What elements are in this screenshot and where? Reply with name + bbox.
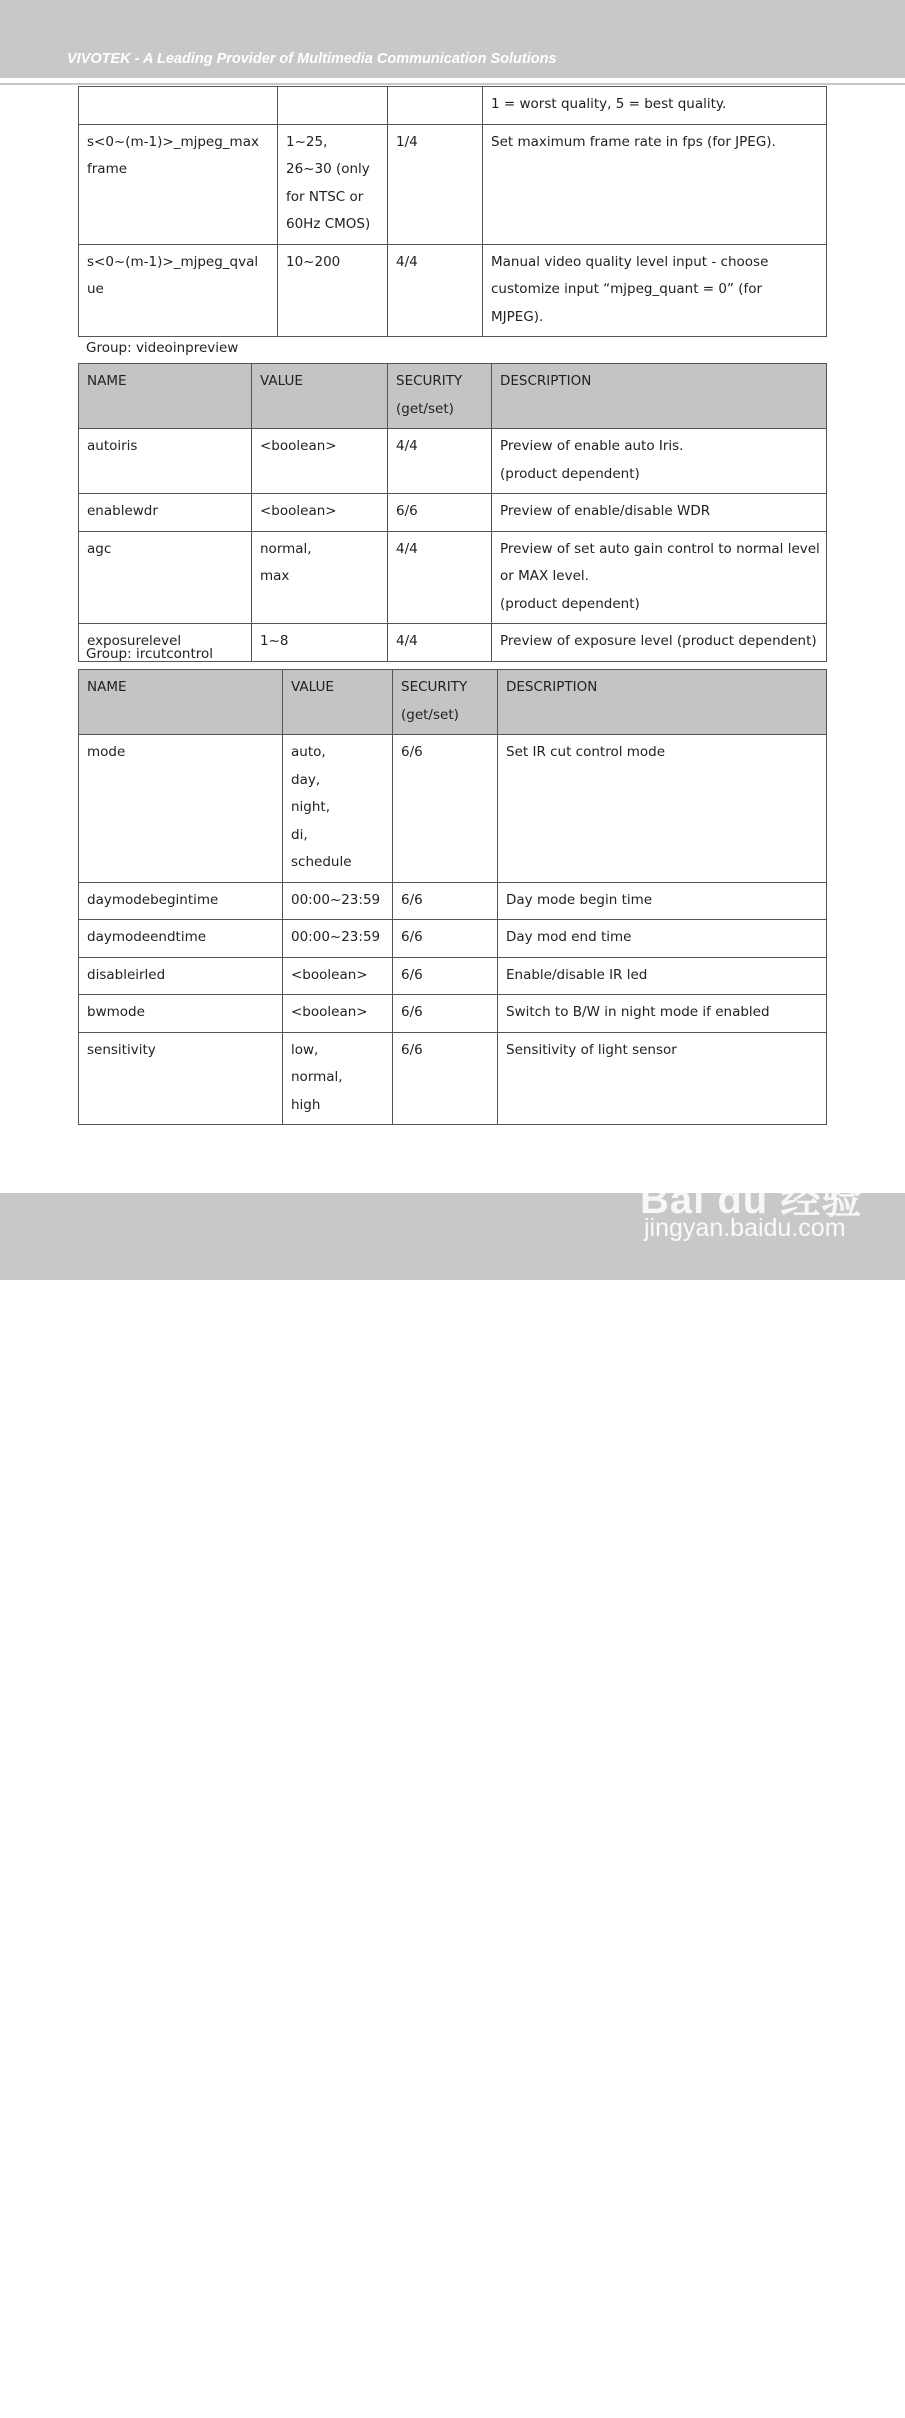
cell-description [492,494,827,532]
name-line: disableirled [87,966,166,983]
description-line: or MAX level. [500,568,589,584]
cell-security [393,920,498,958]
cell-security [388,429,492,494]
cell-description [498,957,827,995]
cell-name [79,124,278,244]
description-line: 1 = worst quality, 5 = best quality. [491,96,727,112]
name-line: enablewdr [87,503,158,519]
table-row [79,429,827,494]
security-line: 6/6 [396,503,418,519]
value-line: 1~8 [260,633,289,649]
cell-security [393,1032,498,1125]
cell-description [492,531,827,624]
header-name: NAME [79,670,283,735]
security-line: 6/6 [401,744,423,760]
videoinpreview-table-body [79,429,827,662]
value-line: normal, [260,540,312,557]
cell-description [498,1032,827,1125]
value-line: night, [291,799,331,815]
table-row [79,882,827,920]
table-row [79,735,827,883]
value-line: 00:00~23:59 [291,891,381,908]
cell-security [388,624,492,662]
description-line: Day mode begin time [506,891,653,908]
value-line: high [291,1096,321,1113]
header-description: DESCRIPTION [492,364,827,429]
cell-value [278,124,388,244]
header-security [393,670,498,735]
cell-description [492,624,827,662]
security-line: 4/4 [396,540,418,557]
cell-name [79,957,283,995]
table-row [79,124,827,244]
description-line: Enable/disable IR led [506,966,648,983]
description-line: Day mod end time [506,929,632,945]
description-line: Set maximum frame rate in fps (for JPEG). [491,133,776,150]
cell-value [252,429,388,494]
continued-table-body [79,87,827,337]
security-line: 6/6 [401,966,423,983]
baidu-watermark-logo: Bai du 经验 [640,1178,863,1222]
table-row [79,957,827,995]
value-line: 1~25, [286,133,328,150]
cell-name [79,735,283,883]
security-line: 1/4 [396,133,418,150]
cell-value [283,1032,393,1125]
name-line: s<0~(m-1)>_mjpeg_qval [87,253,259,270]
table-row [79,920,827,958]
cell-security [393,957,498,995]
cell-security [393,995,498,1033]
value-line: schedule [291,854,352,870]
table-row [79,1032,827,1125]
value-line: 10~200 [286,253,341,270]
cell-security [393,882,498,920]
cell-name [79,87,278,125]
cell-value [252,624,388,662]
name-line: s<0~(m-1)>_mjpeg_max [87,133,259,150]
description-line: Manual video quality level input - choose [491,253,769,270]
cell-name [79,494,252,532]
name-line: sensitivity [87,1041,156,1058]
footer-page-label: 108 - User's Manual [66,2403,182,2418]
ircutcontrol-table [78,669,827,1125]
table-row [79,494,827,532]
value-line: <boolean> [291,1004,368,1020]
value-line: 60Hz CMOS) [286,216,371,232]
value-line: <boolean> [291,966,368,983]
header-security-line: SECURITY [401,679,468,695]
name-line: exposurelevel [87,633,182,649]
security-line: 4/4 [396,438,418,454]
cell-value [283,882,393,920]
cell-description [483,87,827,125]
cell-security [393,735,498,883]
header-divider [0,83,905,85]
description-line: Switch to B/W in night mode if enabled [506,1004,770,1020]
cell-value [278,244,388,337]
name-line: frame [87,161,128,177]
security-line: 6/6 [401,1041,423,1058]
security-line: 6/6 [401,929,423,945]
header-security-line: (get/set) [401,706,459,723]
table-row [79,244,827,337]
cell-value [283,957,393,995]
security-line: 4/4 [396,253,418,270]
cell-value [278,87,388,125]
description-line: Preview of enable auto Iris. [500,438,684,454]
cell-name [79,244,278,337]
cell-value [252,531,388,624]
continued-parameter-table [78,86,827,337]
security-line: 6/6 [401,1004,423,1020]
name-line: agc [87,540,112,557]
description-line: Set IR cut control mode [506,744,666,760]
header-security-line: (get/set) [396,400,454,417]
cell-security [388,531,492,624]
security-line [396,91,475,119]
cell-security [388,124,483,244]
value-line: day, [291,771,321,788]
cell-security [388,87,483,125]
name-line: ue [87,281,104,297]
table-header-row [79,364,827,429]
cell-value [283,995,393,1033]
header-value: VALUE [283,670,393,735]
page-header [0,0,905,78]
name-line: mode [87,744,126,760]
cell-description [498,882,827,920]
cell-description [483,124,827,244]
table-row [79,87,827,125]
value-line: 26~30 (only [286,161,370,177]
description-line: Preview of set auto gain control to normal level [500,540,820,557]
cell-description [483,244,827,337]
description-line: customize input “mjpeg_quant = 0” (for [491,281,763,297]
group-label-ircutcontrol: Group: ircutcontrol [86,646,214,662]
ircutcontrol-table-body [79,735,827,1125]
description-line: MJPEG). [491,308,544,325]
name-line [87,91,270,119]
videoinpreview-table [78,363,827,662]
group-label-videoinpreview: Group: videoinpreview [86,340,239,356]
value-line: di, [291,826,308,843]
name-line: daymodebegintime [87,891,219,908]
header-value: VALUE [252,364,388,429]
value-line: <boolean> [260,438,337,454]
value-line: 00:00~23:59 [291,929,381,945]
header-security-line: SECURITY [396,373,463,389]
value-line: for NTSC or [286,188,364,205]
description-line: Sensitivity of light sensor [506,1041,677,1058]
cell-security [388,244,483,337]
description-line: Preview of exposure level (product dependent) [500,633,817,649]
cell-description [498,995,827,1033]
value-line: max [260,568,290,584]
cell-name [79,1032,283,1125]
cell-security [388,494,492,532]
header-security [388,364,492,429]
header-description: DESCRIPTION [498,670,827,735]
table-header-row [79,670,827,735]
cell-name [79,429,252,494]
cell-value [283,920,393,958]
name-line: bwmode [87,1004,145,1020]
value-line: low, [291,1041,319,1058]
table-row [79,531,827,624]
value-line: <boolean> [260,503,337,519]
header-title: VIVOTEK - A Leading Provider of Multimedia Communication Solutions [67,51,557,67]
cell-name [79,882,283,920]
table-row [79,995,827,1033]
name-line: autoiris [87,438,138,454]
security-line: 4/4 [396,633,418,649]
value-line: auto, [291,744,326,760]
cell-value [283,735,393,883]
name-line: daymodeendtime [87,929,207,945]
cell-name [79,995,283,1033]
value-line: normal, [291,1069,343,1085]
header-name: NAME [79,364,252,429]
cell-name [79,531,252,624]
description-line: Preview of enable/disable WDR [500,503,711,519]
cell-description [492,429,827,494]
description-line: (product dependent) [500,595,640,612]
value-line [286,91,380,119]
security-line: 6/6 [401,891,423,908]
baidu-watermark-url: jingyan.baidu.com [644,1214,846,1242]
cell-description [498,920,827,958]
cell-name [79,920,283,958]
cell-value [252,494,388,532]
description-line: (product dependent) [500,465,640,482]
cell-description [498,735,827,883]
